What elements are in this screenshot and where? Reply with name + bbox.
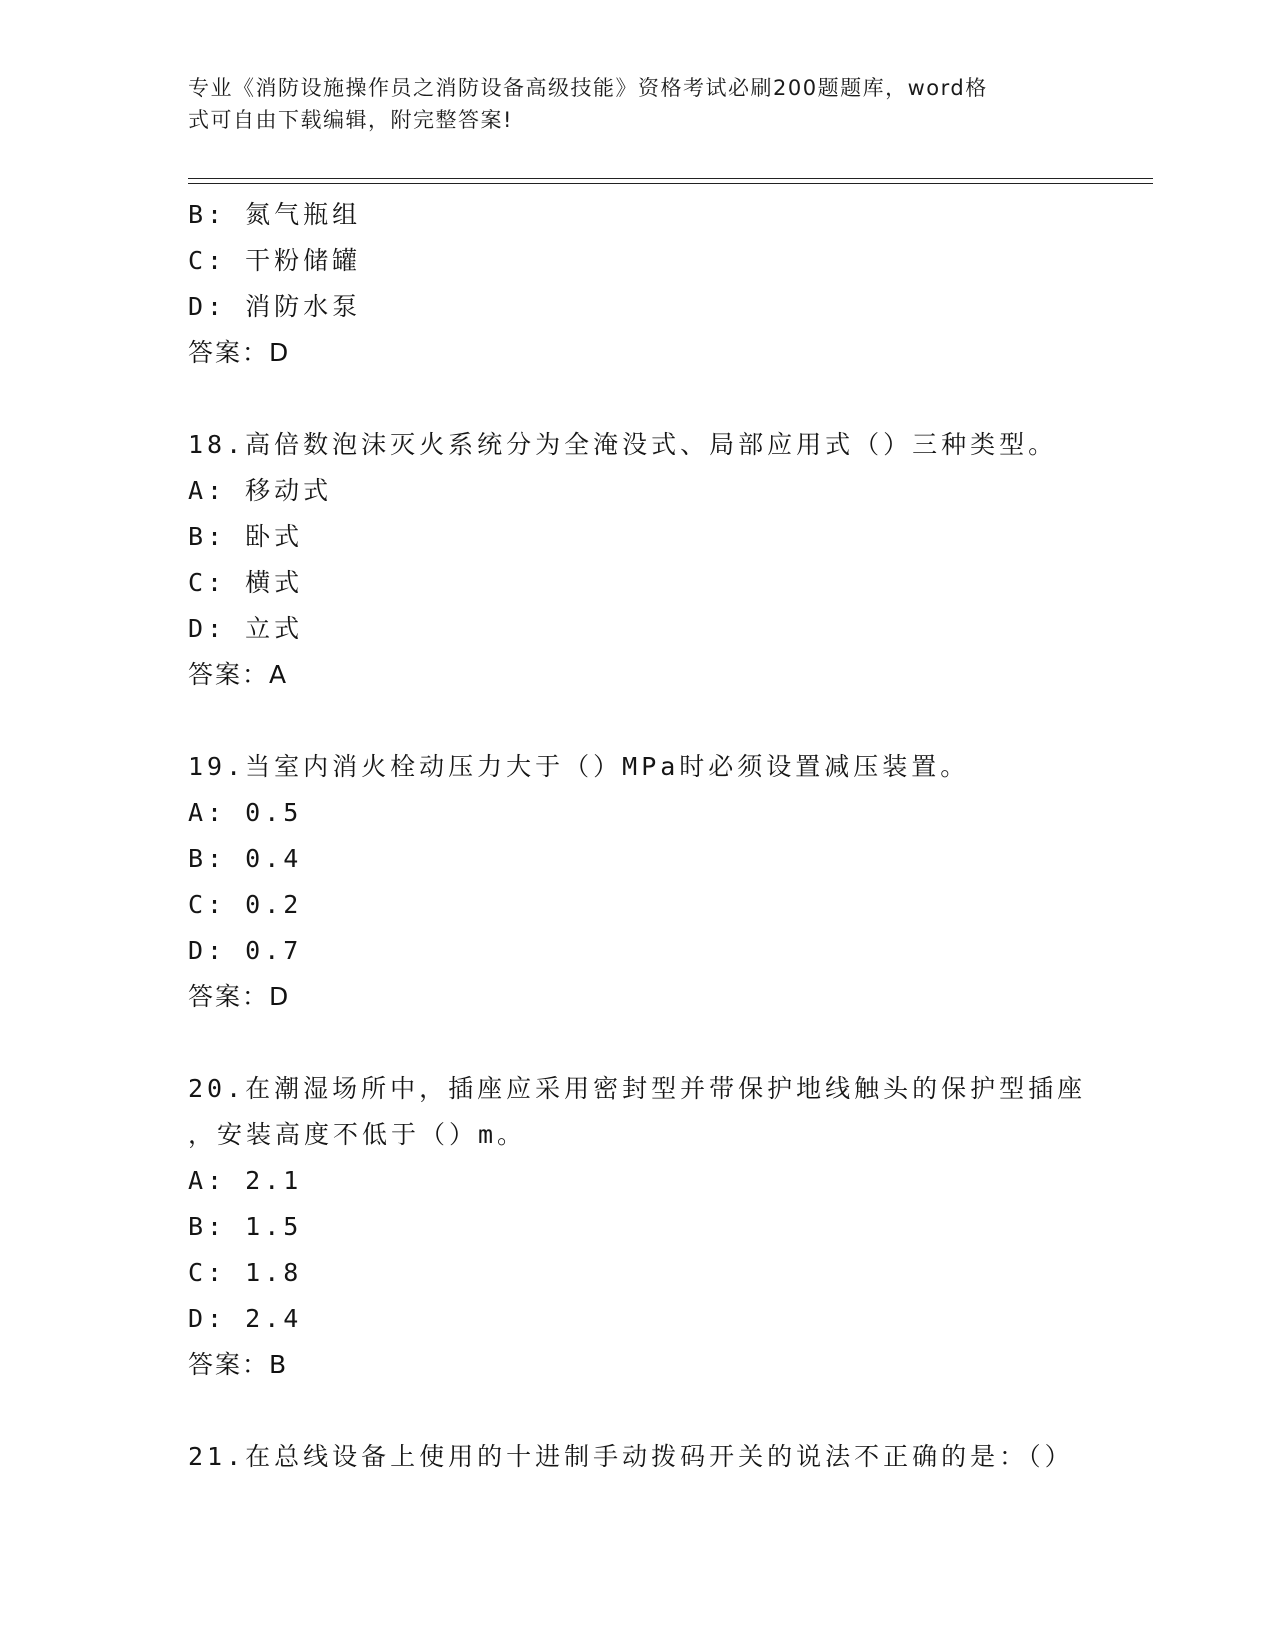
answer: 答案：D — [188, 982, 291, 1011]
question-text: 21.在总线设备上使用的十进制手动拨码开关的说法不正确的是：（） — [188, 1442, 1074, 1471]
question-20 — [188, 1066, 1088, 1388]
option-b: B: 氮气瓶组 — [188, 200, 362, 229]
answer: 答案：B — [188, 1350, 289, 1379]
header-line-2: 式可自由下载编辑，附完整答案! — [188, 108, 513, 132]
question-text-line-1: 20.在潮湿场所中，插座应采用密封型并带保护地线触头的保护型插座 — [188, 1074, 1087, 1103]
question-17 — [188, 192, 1088, 376]
spacer — [188, 698, 1088, 744]
option-c: C: 0.2 — [188, 890, 303, 919]
option-c: C: 干粉储罐 — [188, 246, 362, 275]
option-b: B: 1.5 — [188, 1212, 303, 1241]
question-19 — [188, 744, 1088, 1020]
option-a: A: 0.5 — [188, 798, 303, 827]
option-c: C: 1.8 — [188, 1258, 303, 1287]
option-a: A: 移动式 — [188, 476, 333, 505]
answer: 答案：A — [188, 660, 289, 689]
question-text: 19.当室内消火栓动压力大于（）MPa时必须设置减压装置。 — [188, 752, 970, 781]
question-text-line-2: ，安装高度不低于（）m。 — [188, 1120, 527, 1149]
option-a: A: 2.1 — [188, 1166, 303, 1195]
question-text: 18.高倍数泡沫灭火系统分为全淹没式、局部应用式（）三种类型。 — [188, 430, 1058, 459]
option-d: D: 立式 — [188, 614, 304, 643]
option-b: B: 0.4 — [188, 844, 303, 873]
spacer — [188, 376, 1088, 422]
question-21 — [188, 1434, 1088, 1480]
document-body — [188, 192, 1088, 1480]
page-header — [188, 72, 1068, 136]
option-b: B: 卧式 — [188, 522, 304, 551]
option-c: C: 横式 — [188, 568, 304, 597]
option-d: D: 2.4 — [188, 1304, 303, 1333]
question-18 — [188, 422, 1088, 698]
header-line-1: 专业《消防设施操作员之消防设备高级技能》资格考试必刷200题题库，word格 — [188, 76, 988, 100]
option-d: D: 0.7 — [188, 936, 303, 965]
spacer — [188, 1388, 1088, 1434]
spacer — [188, 1020, 1088, 1066]
header-divider — [188, 178, 1153, 184]
option-d: D: 消防水泵 — [188, 292, 362, 321]
answer: 答案：D — [188, 338, 291, 367]
